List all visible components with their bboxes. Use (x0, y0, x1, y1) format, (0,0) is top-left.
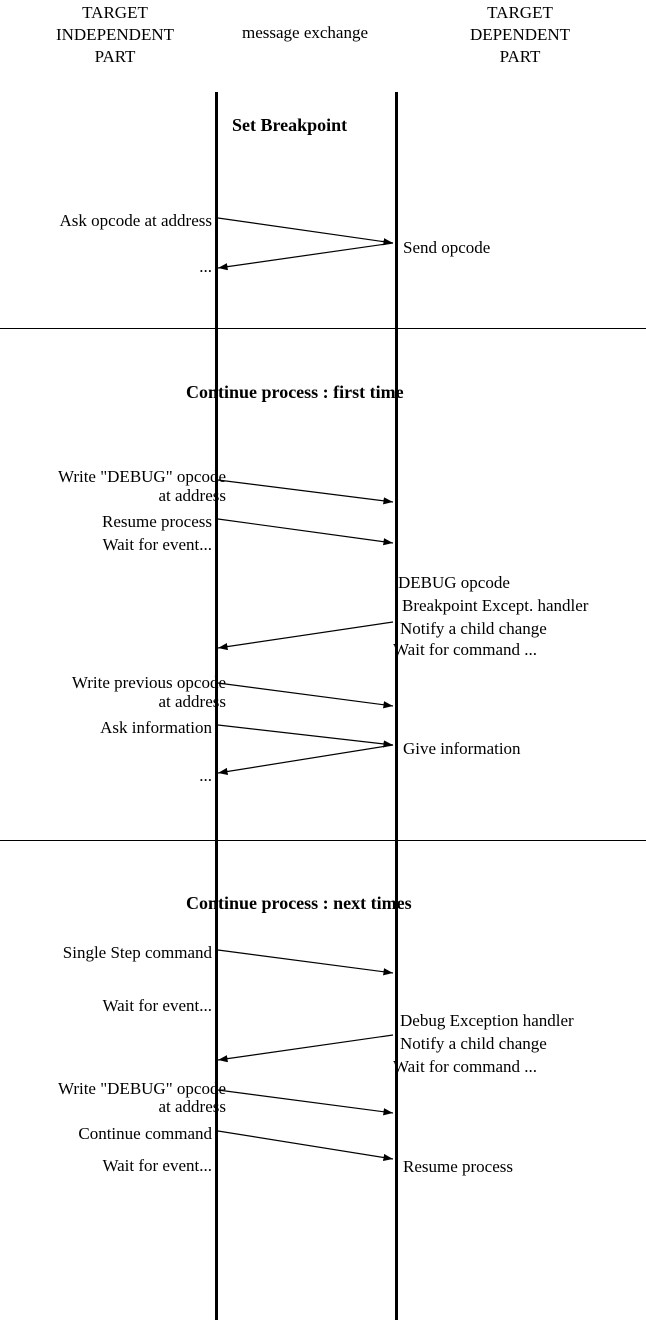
arrow-ask-information (218, 725, 393, 745)
label-wait-for-event-1: Wait for event... (102, 535, 212, 554)
arrow-write-previous-opcode (218, 683, 393, 706)
label-single-step-command: Single Step command (62, 943, 212, 962)
label-resume-process-1: Resume process (101, 512, 212, 531)
arrow-resume-process-1 (218, 519, 393, 543)
label-send-opcode: Send opcode (403, 238, 491, 257)
arrow-notify-child-change-1 (218, 622, 393, 648)
label-ask-information: Ask information (100, 718, 212, 737)
arrow-ask-opcode (218, 218, 393, 243)
section-divider-1 (0, 328, 646, 329)
label-dots-2: ... (199, 766, 212, 785)
arrow-continue-command (218, 1131, 393, 1159)
label-write-previous-at-address: at address (158, 692, 226, 711)
arrow-send-opcode (218, 243, 393, 268)
label-write-debug-opcode-2: Write "DEBUG" opcode (57, 1079, 226, 1098)
label-write-debug-opcode-1: Write "DEBUG" opcode (57, 467, 226, 486)
section-title-continue-next: Continue process : next times (186, 893, 412, 913)
section-divider-2 (0, 840, 646, 841)
header-target-independent-part (0, 2, 230, 68)
header-right-line3: PART (499, 47, 541, 66)
label-write-debug-at-address-2: at address (158, 1097, 226, 1116)
label-notify-child-change-2: Notify a child change (400, 1034, 547, 1053)
header-left-line2: INDEPENDENT (55, 25, 175, 44)
label-wait-for-command-2: Wait for command ... (393, 1057, 538, 1076)
lifeline-dependent (395, 92, 398, 1320)
arrow-write-debug-opcode-2 (218, 1090, 393, 1113)
arrow-write-debug-opcode-1 (218, 480, 393, 502)
label-ask-opcode-at-address: Ask opcode at address (59, 211, 212, 230)
label-give-information: Give information (403, 739, 521, 758)
label-wait-for-event-3: Wait for event... (102, 1156, 212, 1175)
label-wait-for-command-1: Wait for command ... (393, 640, 538, 659)
section-title-set-breakpoint: Set Breakpoint (232, 115, 348, 135)
arrow-single-step-command (218, 950, 393, 973)
label-notify-child-change-1: Notify a child change (400, 619, 547, 638)
label-write-previous-opcode: Write previous opcode (71, 673, 226, 692)
label-breakpoint-except-handler: Breakpoint Except. handler (402, 596, 589, 615)
header-message-exchange: message exchange (241, 23, 369, 42)
label-debug-opcode: DEBUG opcode (398, 573, 510, 592)
label-wait-for-event-2: Wait for event... (102, 996, 212, 1015)
label-debug-exception-handler: Debug Exception handler (400, 1011, 574, 1030)
arrow-notify-child-change-2 (218, 1035, 393, 1060)
arrow-give-information (218, 745, 393, 773)
section-title-continue-first: Continue process : first time (186, 382, 404, 402)
header-left-line1: TARGET (82, 3, 148, 22)
label-resume-process-2: Resume process (403, 1157, 514, 1176)
header-target-dependent-part (420, 2, 620, 68)
label-continue-command: Continue command (78, 1124, 212, 1143)
header-right-line2: DEPENDENT (469, 25, 571, 44)
header-left-line3: PART (94, 47, 136, 66)
label-write-debug-at-address-1: at address (158, 486, 226, 505)
label-dots-1: ... (199, 257, 212, 276)
header-right-line1: TARGET (487, 3, 553, 22)
